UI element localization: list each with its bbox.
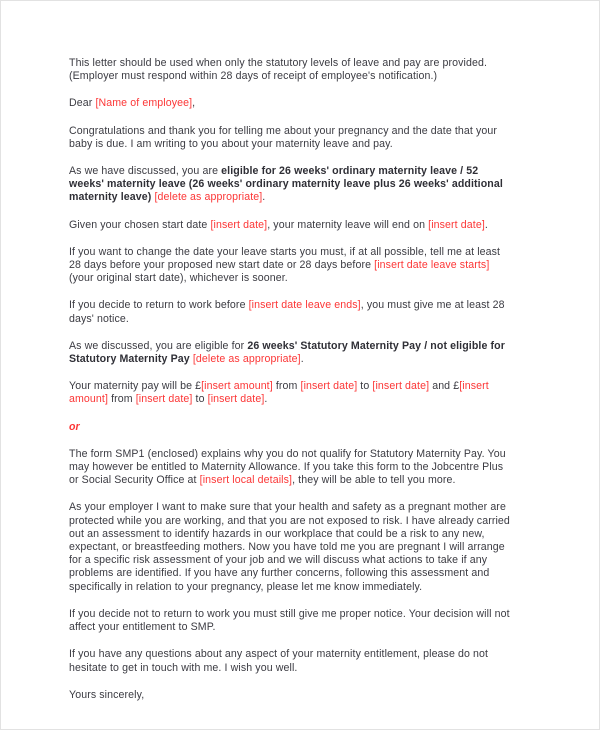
letter-body (69, 57, 515, 716)
change-date-text-1: If you want to change the date your leave starts you must, if at all possible, tell me at least 28 days before your proposed new start date or 28 days before (69, 245, 501, 272)
placeholder-insert-date-pay-2: [insert date] (372, 380, 430, 393)
pay-amount-text-6: to (192, 393, 208, 406)
pay-eligibility-end-punctuation: . (300, 353, 304, 366)
placeholder-insert-date-pay-1: [insert date] (300, 380, 358, 393)
start-date-text-3: . (484, 218, 488, 231)
pay-amount-text-3: to (357, 380, 373, 393)
start-date-text-1: Given your chosen start date (69, 218, 211, 231)
placeholder-insert-date-pay-4: [insert date] (207, 393, 265, 406)
pay-eligibility-lead-text: As we discussed, you are eligible for (69, 339, 248, 352)
pay-amount-text-7: . (264, 393, 268, 406)
intro-line-2: (Employer must respond within 28 days of receipt of employee's notification.) (69, 70, 438, 83)
smp1-text-2: , they will be able to tell you more. (292, 474, 456, 487)
placeholder-insert-amount-2: [insert amount] (69, 380, 489, 406)
change-start-date-paragraph (69, 246, 515, 286)
not-returning-paragraph: If you decide not to return to work you must still give me proper notice. Your decision will not affect your entitlement to SMP. (69, 607, 510, 634)
congratulations-paragraph: Congratulations and thank you for telling me about your pregnancy and the date that your baby is due. I am writing to you about your maternity leave and pay. (69, 124, 498, 150)
eligibility-bold-text: eligible for 26 weeks' ordinary maternity leave / 52 weeks' maternity leave (26 weeks' ordinary maternity leave plus 26 weeks' additional maternity leave) (69, 165, 503, 204)
pay-amount-text-4: and £ (429, 380, 460, 393)
pay-amount-paragraph (69, 380, 515, 406)
placeholder-insert-date-end: [insert date] (428, 218, 485, 231)
questions-paragraph: If you have any questions about any aspect of your maternity entitlement, please do not hesitate to get in touch with me. I wish you well. (69, 648, 489, 674)
intro-line-1: This letter should be used when only the statutory levels of leave and pay are provided. (69, 57, 488, 69)
pay-amount-text-1: Your maternity pay will be £ (69, 380, 202, 393)
pay-amount-text-2: from (272, 380, 301, 393)
salutation-line (69, 97, 515, 110)
placeholder-delete-as-appropriate-leave: [delete as appropriate] (154, 191, 263, 204)
or-separator: or (69, 420, 80, 433)
pay-amount-text-5: from (108, 393, 136, 406)
placeholder-insert-amount-1: [insert amount] (201, 380, 273, 393)
salutation-punctuation: , (192, 97, 196, 110)
placeholder-insert-date-start: [insert date] (210, 218, 268, 231)
start-date-text-2: , your maternity leave will end on (267, 218, 429, 231)
smp1-text-1: The form SMP1 (enclosed) explains why you do not qualify for Statutory Maternity Pay. You may however be entitled to Maternity Allowance. If you take this form to the Jobcentre Plus or Social Security Office at (69, 447, 506, 487)
return-text-2: , you must give me at least 28 days' notice. (69, 299, 505, 325)
return-text-1: If you decide to return to work before (69, 299, 249, 312)
placeholder-insert-date-pay-3: [insert date] (135, 393, 193, 406)
placeholder-insert-date-leave-starts: [insert date leave starts] (374, 259, 490, 272)
pay-eligibility-paragraph (69, 340, 515, 366)
salutation-greeting: Dear (69, 97, 96, 110)
placeholder-delete-as-appropriate-pay: [delete as appropriate] (192, 353, 301, 366)
chosen-start-date-paragraph (69, 219, 515, 232)
intro-paragraph (69, 57, 515, 83)
placeholder-name-of-employee: [Name of employee] (95, 97, 193, 110)
eligibility-lead-text: As we have discussed, you are (69, 165, 222, 178)
eligibility-end-punctuation: . (262, 191, 266, 204)
smp1-paragraph (69, 448, 515, 488)
leave-eligibility-paragraph (69, 165, 515, 205)
placeholder-insert-date-leave-ends: [insert date leave ends] (248, 299, 361, 312)
pay-eligibility-bold-text: 26 weeks' Statutory Maternity Pay / not eligible for Statutory Maternity Pay (69, 339, 505, 366)
placeholder-insert-local-details: [insert local details] (199, 474, 293, 487)
early-return-paragraph (69, 299, 515, 325)
change-date-text-2: (your original start date), whichever is sooner. (69, 272, 288, 285)
sign-off-line: Yours sincerely, (69, 688, 145, 701)
health-and-safety-paragraph: As your employer I want to make sure that your health and safety as a pregnant mother are protected while you are working, and that you are not exposed to risk. I have already carried out an assessment to identify hazards in our workplace that could be a risk to any new, expectant, or breastfeeding mothers. Now you have told me you are pregnant I will arrange for a specific risk assessment of your job and we will discuss what actions to take if any problems are identified. If you have any further concerns, following this assessment and specifically in relation to your pregnancy, please let me know immediately. (69, 501, 510, 593)
